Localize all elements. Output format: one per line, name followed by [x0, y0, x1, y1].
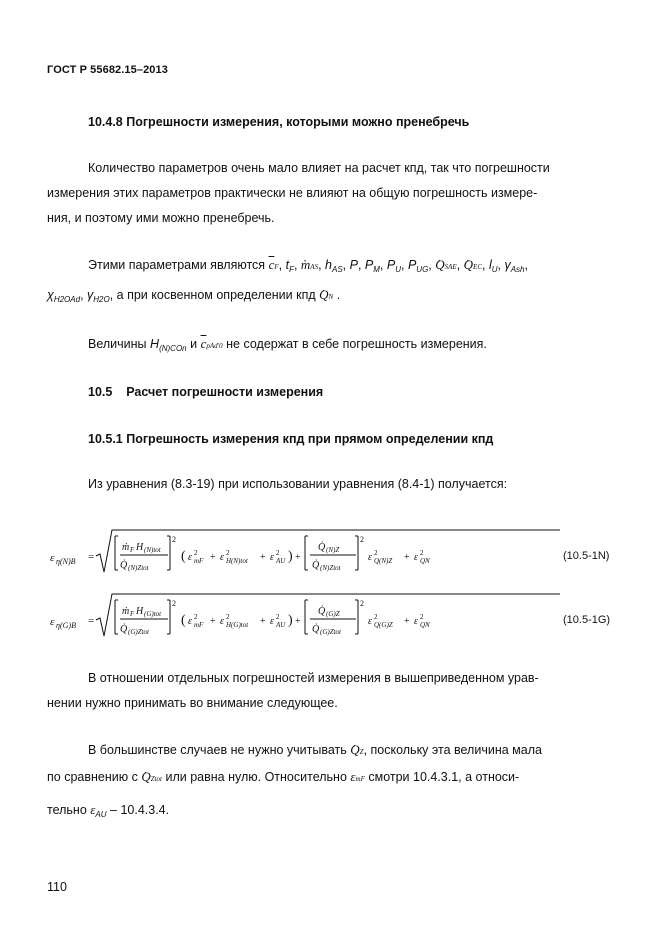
svg-text:+: +: [260, 552, 266, 563]
svg-text:η(N)B: η(N)B: [56, 557, 76, 566]
svg-text:+: +: [295, 616, 301, 627]
svg-text:2: 2: [374, 613, 378, 621]
svg-text:2: 2: [194, 549, 198, 557]
svg-text:2: 2: [226, 613, 230, 621]
paragraph-values-without-error: Величины $H_{(N)COn}$ и $\overline{c}pAd'0$ не содержат в себе погрешность измерения.: [88, 336, 487, 353]
svg-text:Q̇: Q̇: [318, 606, 326, 617]
paragraph-line: В большинстве случаев не нужно учитывать · QZ, поскольку эта величина мала: [88, 737, 542, 765]
svg-text:+: +: [404, 552, 410, 563]
equations-block: [0, 522, 661, 652]
svg-text:=: =: [88, 615, 95, 627]
svg-text:): ): [288, 549, 293, 564]
svg-text:Q̇: Q̇: [120, 560, 128, 571]
svg-text:): ): [288, 613, 293, 628]
svg-text:ṁ: ṁ: [122, 606, 130, 617]
svg-text:ε: ε: [50, 552, 55, 564]
page-number: 110: [47, 880, 67, 894]
svg-text:+: +: [404, 616, 410, 627]
svg-text:(G)Z: (G)Z: [326, 610, 340, 618]
svg-text:2: 2: [360, 535, 364, 544]
section-title-10-4-8: 10.4.8 Погрешности измерения, которыми можно пренебречь: [88, 115, 470, 129]
svg-text:ε: ε: [368, 552, 372, 563]
svg-text:(G)tot: (G)tot: [144, 610, 162, 618]
svg-text:Q̇: Q̇: [312, 624, 320, 635]
svg-text:F: F: [130, 546, 135, 554]
document-header: ГОСТ Р 55682.15–2013: [47, 64, 168, 76]
paragraph-line: по сравнению с · QZtot или равна нулю. Относительно εmF смотри 10.4.3.1, а относи-: [47, 764, 519, 792]
svg-text:H: H: [136, 542, 144, 553]
parameters-line-1: Этими параметрами являются $\overline{c}F$, $t_F$, · mAS, $h_{AS}$, P, $P_M$, $P_U$, $P_{UG}$, · QSAE, · QEC, $l_U$, $\gamma_{Ash}$,: [88, 252, 528, 282]
svg-text:(N)Ztot: (N)Ztot: [128, 564, 149, 572]
svg-text:(N)tot: (N)tot: [144, 546, 161, 554]
svg-text:mF: mF: [194, 621, 204, 629]
section-title-10-5: 10.5 Расчет погрешности измерения: [88, 385, 324, 399]
svg-text:QN: QN: [420, 557, 430, 565]
svg-text:H: H: [136, 606, 144, 617]
svg-text:2: 2: [172, 599, 176, 608]
paragraph-intro-equation: Из уравнения (8.3-19) при использовании уравнения (8.4-1) получается:: [88, 477, 508, 491]
svg-text:H(G)tot: H(G)tot: [226, 621, 249, 629]
svg-text:2: 2: [420, 549, 424, 557]
paragraph-line: измерения этих параметров практически не влияют на общую погрешность измере-: [47, 186, 538, 200]
svg-text:2: 2: [276, 549, 280, 557]
svg-text:Q(N)Z: Q(N)Z: [374, 557, 393, 565]
svg-text:2: 2: [374, 549, 378, 557]
svg-text:(: (: [181, 613, 186, 628]
paragraph-line: Количество параметров очень мало влияет на расчет кпд, так что погрешности: [88, 161, 550, 175]
svg-text:ε: ε: [188, 552, 192, 563]
equation-10-5-1G: [50, 594, 610, 636]
svg-text:AU: AU: [276, 621, 286, 629]
svg-text:(: (: [181, 549, 186, 564]
svg-text:2: 2: [194, 613, 198, 621]
paragraph-line: ния, и поэтому ими можно пренебречь.: [47, 211, 275, 225]
equation-10-5-1N: [50, 530, 609, 572]
svg-text:2: 2: [172, 535, 176, 544]
svg-text:2: 2: [420, 613, 424, 621]
svg-text:2: 2: [226, 549, 230, 557]
svg-text:H(N)tot: H(N)tot: [226, 557, 248, 565]
svg-text:ε: ε: [270, 552, 274, 563]
svg-text:ε: ε: [270, 616, 274, 627]
svg-text:ṁ: ṁ: [122, 542, 130, 553]
svg-text:(G)Ztot: (G)Ztot: [128, 628, 149, 636]
svg-text:QN: QN: [420, 621, 430, 629]
svg-text:F: F: [130, 610, 135, 618]
parameters-line-2: $\chi_{H2OAd}$, $\gamma_{H2O}$, а при косвенном определении кпд · QN .: [47, 282, 340, 312]
svg-text:Q̇: Q̇: [120, 624, 128, 635]
svg-text:ε: ε: [220, 616, 224, 627]
svg-text:=: =: [88, 551, 95, 563]
svg-text:(10.5-1G): (10.5-1G): [563, 614, 611, 626]
paragraph-line: тельно $\varepsilon_{AU} - 10.4.3.4$.: [47, 802, 170, 819]
svg-text:ε: ε: [220, 552, 224, 563]
svg-text:+: +: [260, 616, 266, 627]
svg-text:(G)Ztot: (G)Ztot: [320, 628, 341, 636]
paragraph-line: В отношении отдельных погрешностей измерения в вышеприведенном урав-: [88, 671, 539, 685]
paragraph-line: нении нужно принимать во внимание следующее.: [47, 696, 338, 710]
svg-text:+: +: [210, 616, 216, 627]
svg-text:ε: ε: [414, 552, 418, 563]
svg-text:+: +: [210, 552, 216, 563]
svg-text:ε: ε: [188, 616, 192, 627]
svg-text:ε: ε: [368, 616, 372, 627]
svg-text:(N)Z: (N)Z: [326, 546, 340, 554]
svg-text:2: 2: [360, 599, 364, 608]
section-title-10-5-1: 10.5.1 Погрешность измерения кпд при прямом определении кпд: [88, 432, 494, 446]
svg-text:(N)Ztot: (N)Ztot: [320, 564, 341, 572]
svg-text:+: +: [295, 552, 301, 563]
svg-text:Q̇: Q̇: [318, 542, 326, 553]
svg-text:ε: ε: [50, 616, 55, 628]
svg-text:2: 2: [276, 613, 280, 621]
svg-text:η(G)B: η(G)B: [56, 621, 76, 630]
svg-text:ε: ε: [414, 616, 418, 627]
svg-text:Q(G)Z: Q(G)Z: [374, 621, 393, 629]
svg-text:Q̇: Q̇: [312, 560, 320, 571]
svg-text:mF: mF: [194, 557, 204, 565]
svg-text:AU: AU: [276, 557, 286, 565]
svg-text:(10.5-1N): (10.5-1N): [563, 550, 610, 562]
